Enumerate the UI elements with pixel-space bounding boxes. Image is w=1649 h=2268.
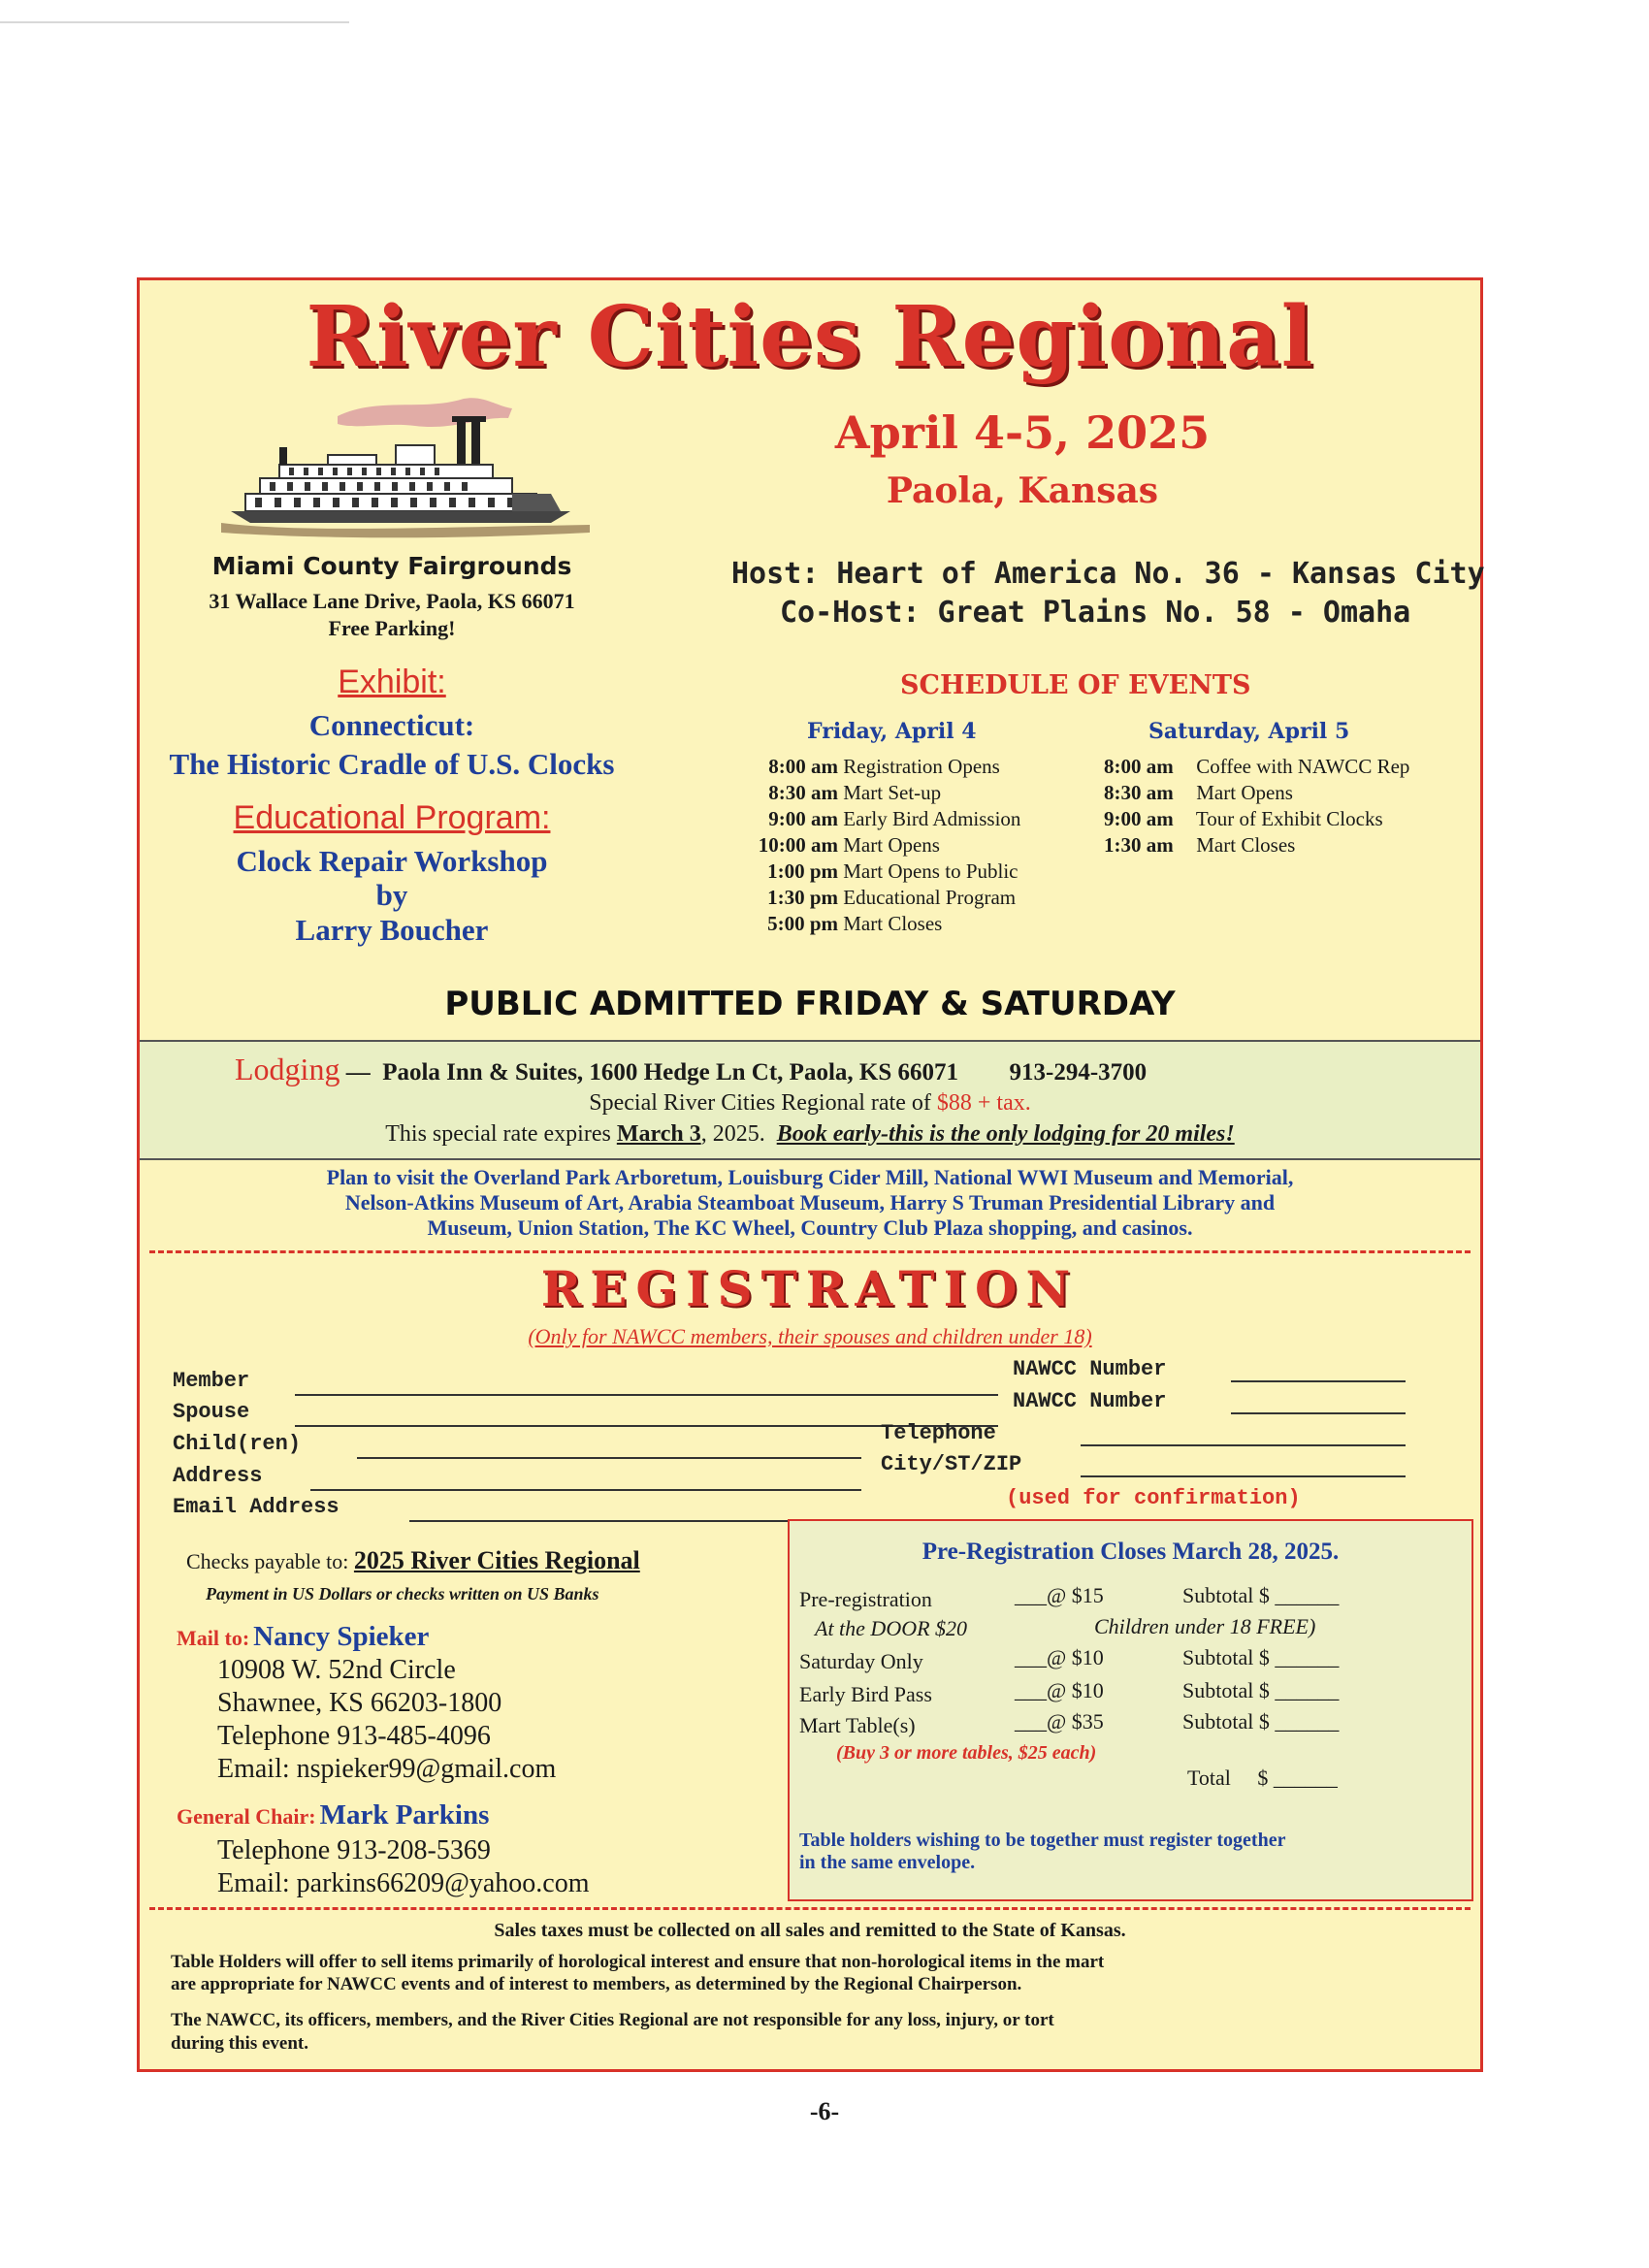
- member-label: Member: [173, 1369, 250, 1393]
- chair-email[interactable]: Email: parkins66209@yahoo.com: [217, 1868, 590, 1898]
- lodging-expires-date: March 3: [616, 1121, 701, 1147]
- address-label: Address: [173, 1464, 263, 1488]
- prereg-row-subtotal[interactable]: Subtotal $ ______: [1182, 1678, 1340, 1702]
- pre-registration-box: [788, 1519, 1473, 1901]
- prereg-row-subtotal[interactable]: Subtotal $ ______: [1182, 1709, 1340, 1733]
- telephone-label: Telephone: [881, 1421, 996, 1445]
- email-label: Email Address: [173, 1495, 340, 1519]
- policy-line: Table Holders will offer to sell items primarily of horological interest and ensure that non-horological items in the mart: [171, 1952, 1105, 1972]
- children-label: Child(ren): [173, 1432, 302, 1456]
- schedule-item: 8:00 am Registration Opens: [768, 755, 1000, 778]
- member-input[interactable]: [295, 1394, 998, 1396]
- disclaimer-line: The NAWCC, its officers, members, and the River Cities Regional are not responsible for any loss, injury, or tort: [171, 2010, 1054, 2030]
- venue-parking: Free Parking!: [328, 616, 456, 640]
- exhibit-line-2: The Historic Cradle of U.S. Clocks: [169, 747, 615, 781]
- general-chair-label: General Chair:: [177, 1804, 316, 1829]
- schedule-item: 8:00 am Coffee with NAWCC Rep: [1104, 755, 1410, 778]
- flyer-title: River Cities Regional: [306, 288, 1314, 386]
- prereg-row-item: Pre-registration: [799, 1587, 932, 1611]
- cut-line-top: [149, 1250, 1471, 1253]
- lodging-rate: $88 + tax.: [936, 1090, 1031, 1116]
- registration-heading: REGISTRATION: [540, 1260, 1080, 1317]
- sales-tax-note: Sales taxes must be collected on all sales and remitted to the State of Kansas.: [494, 1920, 1126, 1941]
- together-line: in the same envelope.: [799, 1852, 976, 1873]
- education-line-1: Clock Repair Workshop: [236, 844, 548, 878]
- friday-heading: Friday, April 4: [807, 719, 977, 744]
- pre-registration-heading: Pre-Registration Closes March 28, 2025.: [922, 1539, 1340, 1565]
- venue-address: 31 Wallace Lane Drive, Paola, KS 66071: [209, 589, 575, 613]
- prereg-row-item: Saturday Only: [799, 1649, 923, 1673]
- schedule-item: 1:30 am Mart Closes: [1104, 833, 1296, 857]
- prereg-row-subtotal[interactable]: Subtotal $ ______: [1182, 1583, 1340, 1607]
- lodging-expires-text: This special rate expires: [385, 1121, 611, 1147]
- lodging-book-early: Book early-this is the only lodging for 20 miles!: [776, 1121, 1235, 1147]
- schedule-heading: SCHEDULE OF EVENTS: [900, 670, 1251, 700]
- cut-line-bottom: [149, 1907, 1471, 1910]
- prereg-row-qty[interactable]: ___@ $10: [1015, 1678, 1104, 1702]
- lodging-hotel: Paola Inn & Suites, 1600 Hedge Ln Ct, Paola, KS 66071: [382, 1059, 958, 1085]
- event-flyer: [137, 277, 1483, 2072]
- public-admitted-notice: PUBLIC ADMITTED FRIDAY & SATURDAY: [444, 985, 1176, 1023]
- children-free-note: Children under 18 FREE): [1094, 1614, 1316, 1638]
- scan-edge-line: [0, 21, 349, 23]
- table-holder-policy: [171, 1951, 1104, 1995]
- schedule-item: 8:30 am Mart Set-up: [768, 781, 942, 804]
- prereg-row-item: Early Bird Pass: [799, 1682, 932, 1706]
- saturday-heading: Saturday, April 5: [1148, 719, 1350, 744]
- prereg-row-qty[interactable]: ___@ $10: [1015, 1645, 1104, 1669]
- exhibit-line-1: Connecticut:: [308, 708, 475, 742]
- door-price: At the DOOR $20: [815, 1616, 968, 1640]
- nawcc-number-input-2[interactable]: [1231, 1412, 1406, 1414]
- liability-disclaimer: [171, 2009, 1054, 2056]
- checks-payable-label: Checks payable to:: [186, 1549, 349, 1573]
- together-line: Table holders wishing to be together must register together: [799, 1830, 1286, 1851]
- bulk-table-note: (Buy 3 or more tables, $25 each): [836, 1742, 1097, 1764]
- mail-city: Shawnee, KS 66203-1800: [217, 1688, 502, 1718]
- schedule-item: 5:00 pm Mart Closes: [767, 912, 943, 935]
- education-line-3: Larry Boucher: [295, 913, 489, 947]
- mail-street: 10908 W. 52nd Circle: [217, 1655, 456, 1685]
- table-holders-together-note: [799, 1830, 1285, 1874]
- prereg-row-qty[interactable]: ___@ $35: [1015, 1709, 1104, 1733]
- friday-schedule: [743, 754, 1020, 937]
- mail-email[interactable]: Email: nspieker99@gmail.com: [217, 1754, 557, 1784]
- chair-contact: [217, 1834, 590, 1900]
- checks-payee: 2025 River Cities Regional: [353, 1546, 640, 1574]
- event-location: Paola, Kansas: [886, 470, 1159, 511]
- host-line: Host: Heart of America No. 36 - Kansas City: [731, 557, 1485, 591]
- visit-line: Plan to visit the Overland Park Arboretum, Louisburg Cider Mill, National WWI Museum and Memorial,: [326, 1165, 1294, 1189]
- venue-name: Miami County Fairgrounds: [211, 552, 572, 580]
- visit-paragraph: [140, 1165, 1480, 1241]
- chair-phone: Telephone 913-208-5369: [217, 1835, 491, 1865]
- schedule-item: 1:00 pm Mart Opens to Public: [767, 859, 1018, 883]
- prereg-row-subtotal[interactable]: Subtotal $ ______: [1182, 1645, 1340, 1669]
- general-chair-name: Mark Parkins: [319, 1799, 490, 1831]
- prereg-row-qty[interactable]: ___@ $15: [1015, 1583, 1104, 1607]
- children-input[interactable]: [357, 1457, 861, 1459]
- registration-eligibility: (Only for NAWCC members, their spouses and children under 18): [528, 1324, 1092, 1348]
- email-confirm-note: (used for confirmation): [1006, 1486, 1301, 1510]
- nawcc-number-label-1: NAWCC Number: [1013, 1357, 1167, 1381]
- visit-line: Nelson-Atkins Museum of Art, Arabia Steamboat Museum, Harry S Truman Presidential Library and: [344, 1190, 1276, 1215]
- city-state-zip-label: City/ST/ZIP: [881, 1452, 1022, 1476]
- schedule-item: 9:00 am Early Bird Admission: [768, 807, 1021, 830]
- spouse-label: Spouse: [173, 1400, 250, 1424]
- address-input[interactable]: [310, 1489, 861, 1491]
- mail-phone: Telephone 913-485-4096: [217, 1721, 491, 1751]
- exhibit-heading: Exhibit:: [338, 664, 446, 700]
- total-line[interactable]: Total $ ______: [1187, 1766, 1338, 1790]
- lodging-rate-text: Special River Cities Regional rate of: [589, 1090, 931, 1116]
- schedule-item: 8:30 am Mart Opens: [1104, 781, 1293, 804]
- visit-line: Museum, Union Station, The KC Wheel, Country Club Plaza shopping, and casinos.: [427, 1215, 1193, 1240]
- nawcc-number-input-1[interactable]: [1231, 1380, 1406, 1382]
- schedule-item: 1:30 pm Educational Program: [767, 886, 1017, 909]
- cohost-line: Co-Host: Great Plains No. 58 - Omaha: [780, 596, 1411, 630]
- lodging-section: [140, 1040, 1480, 1160]
- steamboat-illustration: [221, 387, 609, 552]
- schedule-item: 10:00 am Mart Opens: [758, 833, 940, 857]
- schedule-item: 9:00 am Tour of Exhibit Clocks: [1104, 807, 1383, 830]
- education-heading: Educational Program:: [233, 799, 551, 836]
- disclaimer-line: during this event.: [171, 2033, 308, 2054]
- lodging-dash: —: [345, 1059, 371, 1085]
- page-number: -6-: [809, 2097, 840, 2125]
- policy-line: are appropriate for NAWCC events and of interest to members, as determined by the Regional Chairperson.: [171, 1974, 1022, 1994]
- education-line-2: by: [375, 878, 408, 912]
- lodging-label: Lodging: [235, 1052, 340, 1086]
- payment-note: Payment in US Dollars or checks written on US Banks: [206, 1584, 599, 1604]
- city-state-zip-input[interactable]: [1081, 1475, 1406, 1477]
- mail-address: [217, 1654, 556, 1786]
- mail-to-name: Nancy Spieker: [253, 1621, 430, 1652]
- event-dates: April 4-5, 2025: [834, 406, 1211, 459]
- lodging-expires-year: , 2025.: [700, 1121, 765, 1147]
- nawcc-number-label-2: NAWCC Number: [1013, 1389, 1167, 1413]
- saturday-schedule: [1104, 754, 1409, 859]
- mail-to-label: Mail to:: [177, 1626, 250, 1650]
- lodging-phone: 913-294-3700: [1009, 1059, 1148, 1085]
- telephone-input[interactable]: [1081, 1444, 1406, 1446]
- prereg-row-item: Mart Table(s): [799, 1713, 916, 1737]
